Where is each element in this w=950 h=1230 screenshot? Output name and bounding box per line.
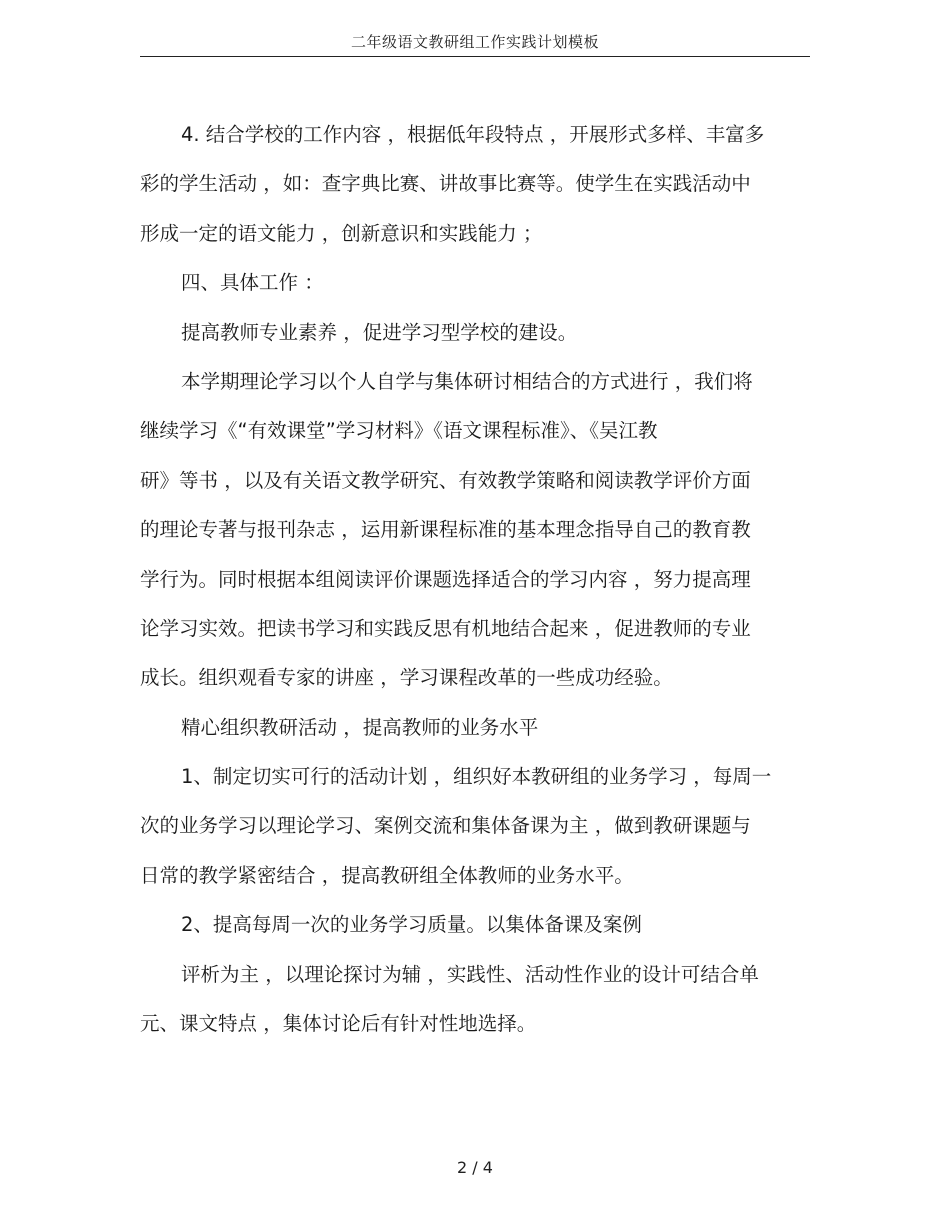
body-line: 精心组织教研活动 ，提高教师的业务水平 xyxy=(181,715,539,739)
page-number: 2 / 4 xyxy=(457,1158,493,1177)
body-line: 彩的学生活动 ，如：查字典比赛、讲故事比赛等。使学生在实践活动中 xyxy=(140,172,751,196)
body-line: 2、提高每周一次的业务学习质量。以集体备课及案例 xyxy=(181,913,642,937)
body-line: 论学习实效。把读书学习和实践反思有机地结合起来 ，促进教师的专业 xyxy=(140,616,751,640)
body-line: 提高教师专业素养 ，促进学习型学校的建设。 xyxy=(181,320,578,344)
body-line: 成长。组织观看专家的讲座 ，学习课程改革的一些成功经验。 xyxy=(140,666,673,690)
body-line: 次的业务学习以理论学习、案例交流和集体备课为主 ，做到教研课题与 xyxy=(140,814,751,838)
body-line: 本学期理论学习以个人自学与集体研讨相结合的方式进行 ，我们将 xyxy=(181,369,753,393)
body-line: 形成一定的语文能力 ，创新意识和实践能力 ； xyxy=(140,221,543,245)
body-line: 学行为。同时根据本组阅读评价课题选择适合的学习内容 ，努力提高理 xyxy=(140,567,751,591)
body-line: 继续学习《“有效课堂”学习材料》《语文课程标准》、《吴江教 xyxy=(140,419,658,443)
section-heading: 四、具体工作 ： xyxy=(181,271,324,295)
body-line: 日常的教学紧密结合 ，提高教研组全体教师的业务水平。 xyxy=(140,863,634,887)
document-body xyxy=(140,110,810,1048)
body-line: 1、制定切实可行的活动计划 ，组织好本教研组的业务学习 ，每周一 xyxy=(181,765,772,789)
body-line: 研》等书 ，以及有关语文教学研究、有效教学策略和阅读教学评价方面 xyxy=(140,468,751,492)
body-line: 4. 结合学校的工作内容 ，根据低年段特点 ，开展形式多样、丰富多 xyxy=(181,123,765,146)
header-divider xyxy=(140,56,810,57)
body-line: 元、课文特点 ，集体讨论后有针对性地选择。 xyxy=(140,1012,537,1036)
page-header: 二年级语文教研组工作实践计划模板 xyxy=(350,33,599,51)
body-line: 的理论专著与报刊杂志 ，运用新课程标准的基本理念指导自己的教育教 xyxy=(140,518,751,542)
body-line: 评析为主 ，以理论探讨为辅 ，实践性、活动性作业的设计可结合单 xyxy=(181,962,759,986)
